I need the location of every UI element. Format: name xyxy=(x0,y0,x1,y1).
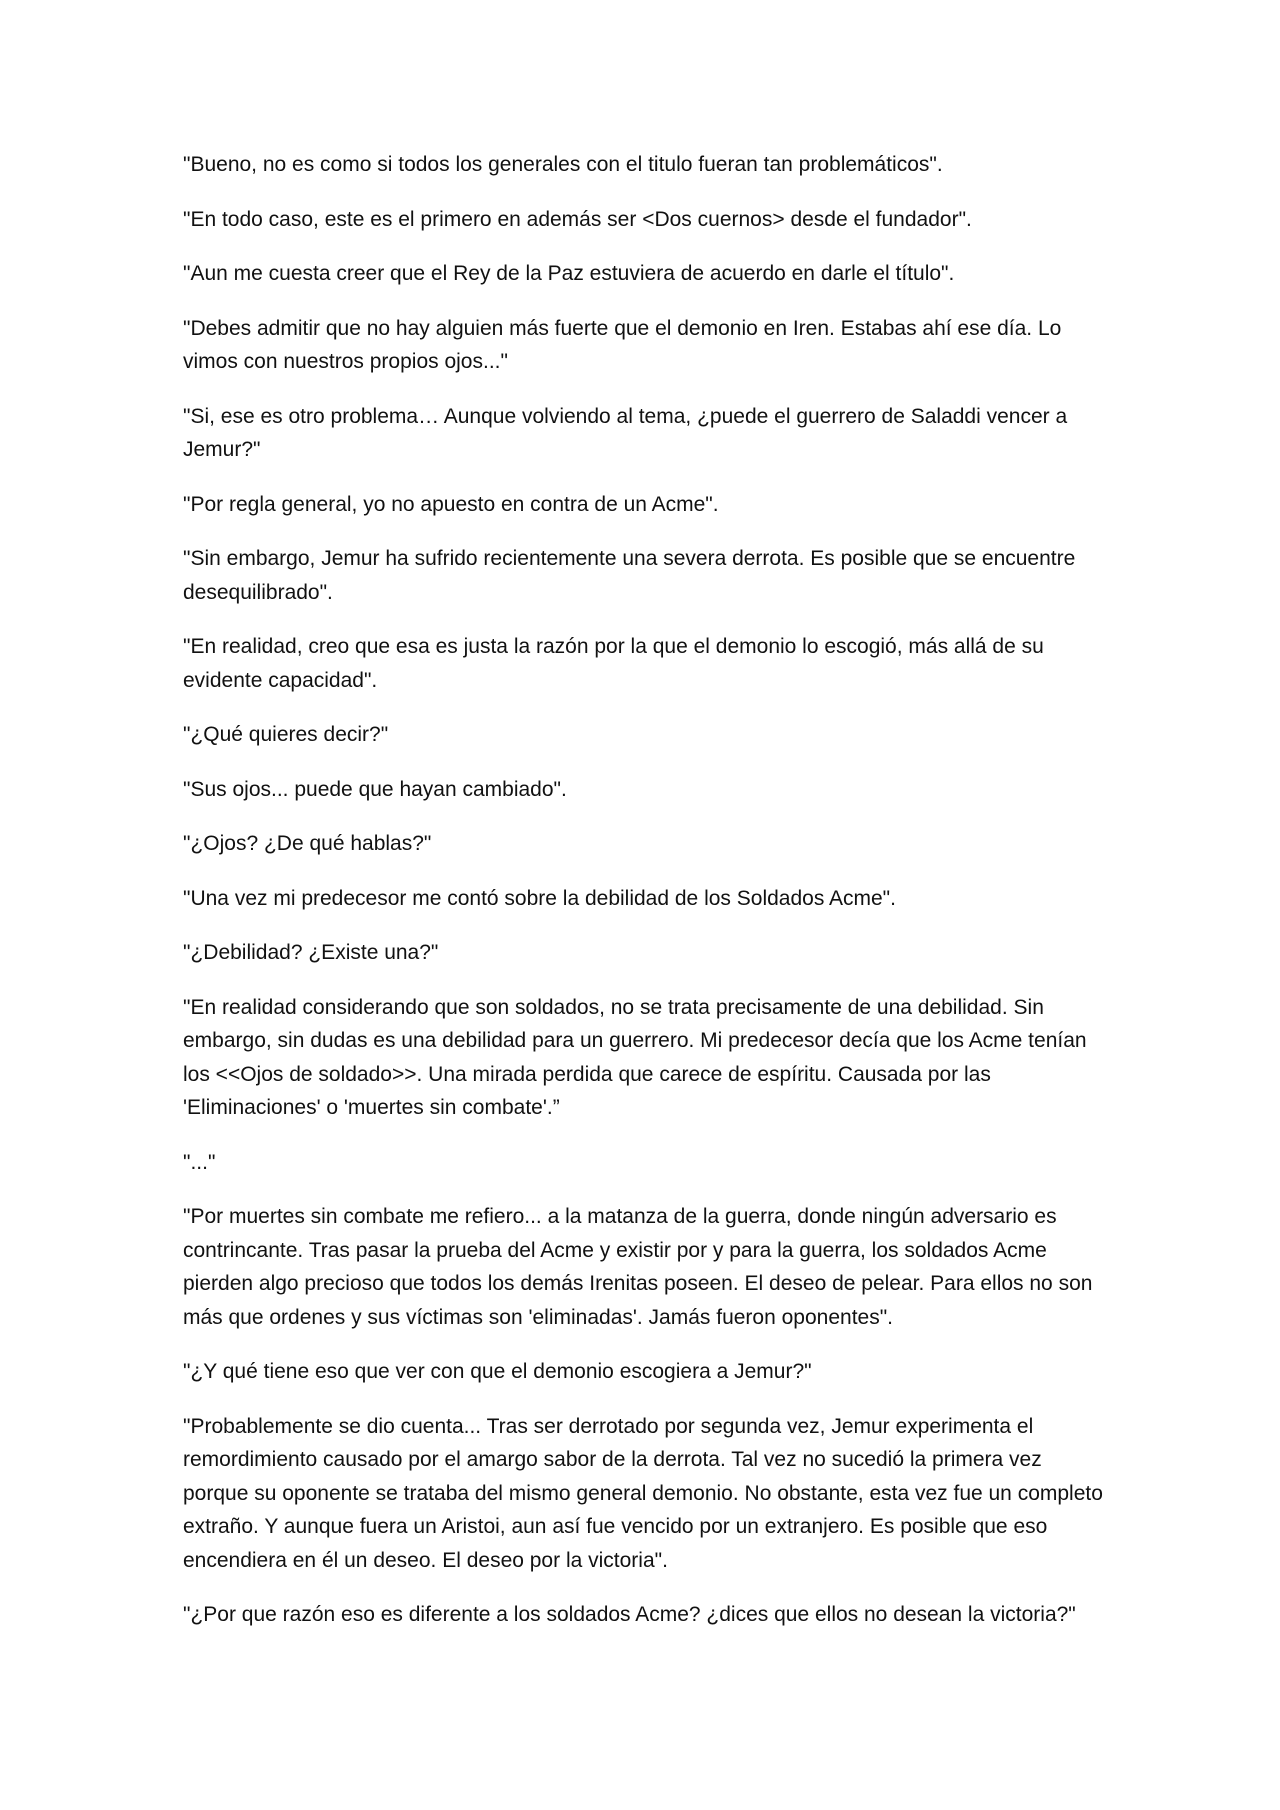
paragraph-16: "Por muertes sin combate me refiero... a la matanza de la guerra, donde ningún adversario es contrincante. Tras pasar la prueba del Acme y existir por y para la guerra, los soldados Acme pierden algo precioso que todos los demás Irenitas poseen. El deseo de pelear. Para ellos no son más que ordenes y sus víctimas son 'eliminadas'. Jamás fueron oponentes". xyxy=(183,1205,1093,1329)
paragraph-10: "Sus ojos... puede que hayan cambiado". xyxy=(183,777,567,801)
paragraph-19: "¿Por que razón eso es diferente a los soldados Acme? ¿dices que ellos no desean la victoria?" xyxy=(183,1603,1076,1626)
paragraph-3: "Aun me cuesta creer que el Rey de la Paz estuviera de acuerdo en darle el título". xyxy=(183,262,955,285)
paragraph-13: "¿Debilidad? ¿Existe una?" xyxy=(183,941,439,964)
paragraph-12: "Una vez mi predecesor me contó sobre la debilidad de los Soldados Acme". xyxy=(183,886,896,910)
paragraph-4: "Debes admitir que no hay alguien más fuerte que el demonio en Iren. Estabas ahí ese día. Lo vimos con nuestros propios ojos..." xyxy=(183,316,1062,373)
paragraph-1: "Bueno, no es como si todos los generales con el titulo fueran tan problemáticos". xyxy=(183,153,943,176)
paragraph-18: "Probablemente se dio cuenta... Tras ser derrotado por segunda vez, Jemur experimenta el remordimiento causado por el amargo sabor de la derrota. Tal vez no sucedió la primera vez porque su oponente se trataba del mismo general demonio. No obstante, esta vez fue un completo extraño. Y aunque fuera un Aristoi, aun así fue vencido por un extranjero. Es posible que eso encendiera en él un deseo. El deseo por la victoria". xyxy=(183,1414,1103,1572)
paragraph-11: "¿Ojos? ¿De qué hablas?" xyxy=(183,832,432,855)
paragraph-5: "Si, ese es otro problema… Aunque volviendo al tema, ¿puede el guerrero de Saladdi vencer a Jemur?" xyxy=(183,404,1068,461)
paragraph-15: "..." xyxy=(183,1150,216,1174)
paragraph-6: "Por regla general, yo no apuesto en contra de un Acme". xyxy=(183,492,719,516)
paragraph-7: "Sin embargo, Jemur ha sufrido recientemente una severa derrota. Es posible que se encuentre desequilibrado". xyxy=(183,547,1076,604)
paragraph-2: "En todo caso, este es el primero en además ser <Dos cuernos> desde el fundador". xyxy=(183,207,972,231)
paragraph-17: "¿Y qué tiene eso que ver con que el demonio escogiera a Jemur?" xyxy=(183,1360,812,1383)
paragraph-14: "En realidad considerando que son soldados, no se trata precisamente de una debilidad. Sin embargo, sin dudas es una debilidad para un guerrero. Mi predecesor decía que los Acme tenían los <<Ojos de soldado>>. Una mirada perdida que carece de espíritu. Causada por las 'Eliminaciones' o 'muertes sin combate'.” xyxy=(183,995,1087,1119)
paragraph-9: "¿Qué quieres decir?" xyxy=(183,723,389,746)
paragraph-8: "En realidad, creo que esa es justa la razón por la que el demonio lo escogió, más allá de su evidente capacidad". xyxy=(183,635,1044,692)
document-page xyxy=(183,148,1103,1653)
